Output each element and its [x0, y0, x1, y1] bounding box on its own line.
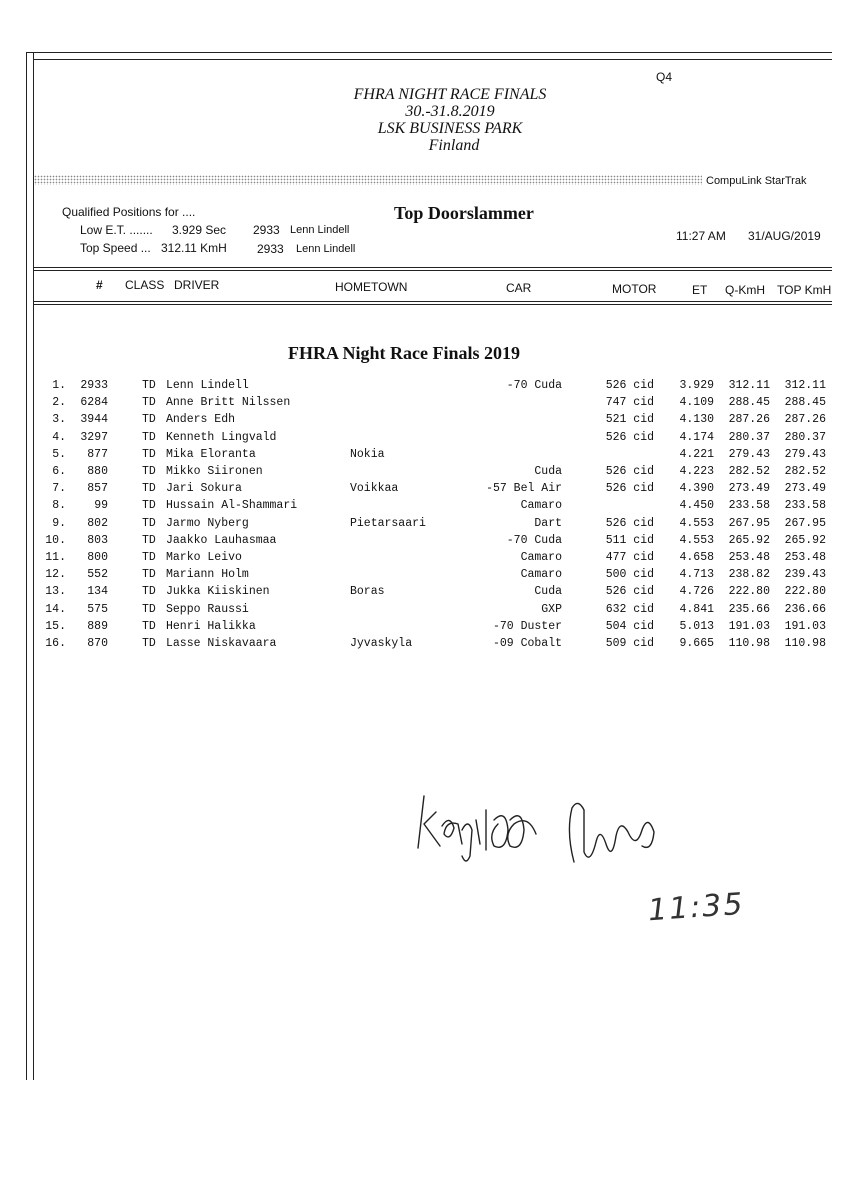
row-class: TD: [142, 430, 156, 444]
row-hometown: Nokia: [350, 447, 385, 461]
row-qkmh: 110.98: [728, 637, 770, 650]
row-motor: 521 cid: [605, 413, 654, 427]
row-motor: 526 cid: [605, 430, 654, 444]
table-row: [0, 431, 848, 448]
row-driver: Jarmo Nyberg: [166, 516, 249, 530]
row-et: 4.841: [679, 602, 714, 616]
row-position: 1.: [52, 379, 66, 392]
top-speed-number: 2933: [257, 242, 284, 256]
table-row: [0, 465, 848, 482]
row-position: 15.: [45, 619, 66, 633]
event-country: Finland: [428, 137, 480, 154]
row-class: TD: [142, 637, 156, 650]
table-row: [0, 448, 848, 465]
table-row: [0, 499, 848, 516]
row-hometown: Voikkaa: [350, 482, 399, 496]
row-position: 16.: [45, 637, 66, 650]
row-class: TD: [142, 585, 156, 599]
row-topkmh: 110.98: [784, 637, 826, 650]
table-row: [0, 637, 848, 654]
row-topkmh: 265.92: [784, 533, 826, 547]
event-title: FHRA NIGHT RACE FINALS: [353, 86, 547, 103]
row-driver: Mika Eloranta: [166, 447, 256, 461]
row-driver: Henri Halikka: [166, 619, 256, 633]
row-position: 6.: [52, 465, 66, 478]
row-driver: Hussain Al-Shammari: [166, 499, 298, 513]
col-motor: MOTOR: [612, 282, 657, 296]
row-class: TD: [142, 379, 156, 392]
row-et: 4.553: [679, 516, 714, 530]
row-qkmh: 282.52: [728, 465, 770, 478]
row-class: TD: [142, 396, 156, 410]
table-row: [0, 396, 848, 413]
top-speed-value: 312.11 KmH: [161, 241, 227, 255]
header-rule-top-2: [33, 270, 832, 271]
row-et: 4.130: [679, 413, 714, 427]
col-class: CLASS: [125, 278, 165, 292]
row-topkmh: 312.11: [784, 379, 826, 392]
row-motor: 747 cid: [605, 396, 654, 410]
row-car: Camaro: [520, 568, 562, 582]
signature-2: [562, 792, 662, 872]
row-class: TD: [142, 447, 156, 461]
row-et: 5.013: [679, 619, 714, 633]
row-car: -70 Cuda: [506, 379, 562, 392]
row-position: 11.: [45, 551, 66, 564]
row-driver: Kenneth Lingvald: [166, 430, 277, 444]
row-qkmh: 253.48: [728, 551, 770, 564]
row-topkmh: 236.66: [784, 602, 826, 616]
row-qkmh: 312.11: [728, 379, 770, 392]
row-topkmh: 282.52: [784, 465, 826, 478]
qualified-label: Qualified Positions for ....: [62, 205, 196, 219]
row-driver: Marko Leivo: [166, 551, 242, 564]
row-car: -70 Duster: [492, 619, 562, 633]
row-hometown: Jyvaskyla: [350, 637, 413, 650]
row-car: Camaro: [520, 499, 562, 513]
row-number: 3944: [80, 413, 108, 427]
row-motor: 632 cid: [605, 602, 654, 616]
row-motor: 504 cid: [605, 619, 654, 633]
row-topkmh: 222.80: [784, 585, 826, 599]
report-date: 31/AUG/2019: [748, 229, 821, 243]
row-topkmh: 253.48: [784, 551, 826, 564]
table-row: [0, 534, 848, 551]
row-et: 4.109: [679, 396, 714, 410]
row-position: 14.: [45, 602, 66, 616]
table-row: [0, 482, 848, 499]
col-num: #: [96, 278, 103, 292]
row-position: 12.: [45, 568, 66, 582]
row-qkmh: 265.92: [728, 533, 770, 547]
row-position: 3.: [52, 413, 66, 427]
row-topkmh: 239.43: [784, 568, 826, 582]
row-et: 4.553: [679, 533, 714, 547]
row-topkmh: 280.37: [784, 430, 826, 444]
row-qkmh: 287.26: [728, 413, 770, 427]
row-class: TD: [142, 413, 156, 427]
row-number: 802: [87, 516, 108, 530]
row-number: 800: [87, 551, 108, 564]
row-class: TD: [142, 482, 156, 496]
row-topkmh: 287.26: [784, 413, 826, 427]
row-car: GXP: [541, 602, 562, 616]
row-position: 13.: [45, 585, 66, 599]
row-et: 4.450: [679, 499, 714, 513]
results-title: FHRA Night Race Finals 2019: [288, 343, 520, 363]
row-car: Cuda: [534, 465, 562, 478]
row-number: 3297: [80, 430, 108, 444]
row-driver: Jukka Kiiskinen: [166, 585, 270, 599]
row-class: TD: [142, 568, 156, 582]
col-et: ET: [692, 283, 708, 297]
report-time: 11:27 AM: [676, 229, 726, 243]
row-position: 8.: [52, 499, 66, 513]
dotted-separator: [34, 175, 702, 185]
row-position: 5.: [52, 447, 66, 461]
table-row: [0, 603, 848, 620]
class-title: Top Doorslammer: [394, 203, 534, 223]
row-et: 3.929: [679, 379, 714, 392]
row-position: 10.: [45, 533, 66, 547]
col-qkmh: Q-KmH: [725, 283, 765, 297]
row-number: 575: [87, 602, 108, 616]
row-car: -70 Cuda: [506, 533, 562, 547]
row-number: 134: [87, 585, 108, 599]
row-car: -57 Bel Air: [486, 482, 562, 496]
row-qkmh: 280.37: [728, 430, 770, 444]
row-number: 99: [94, 499, 108, 513]
row-qkmh: 279.43: [728, 447, 770, 461]
row-class: TD: [142, 516, 156, 530]
row-qkmh: 191.03: [728, 619, 770, 633]
row-hometown: Boras: [350, 585, 385, 599]
row-number: 880: [87, 465, 108, 478]
row-position: 4.: [52, 430, 66, 444]
event-venue: LSK BUSINESS PARK: [377, 120, 523, 137]
table-row: [0, 551, 848, 568]
row-class: TD: [142, 602, 156, 616]
row-et: 4.658: [679, 551, 714, 564]
row-motor: 477 cid: [605, 551, 654, 564]
row-motor: 500 cid: [605, 568, 654, 582]
row-et: 4.223: [679, 465, 714, 478]
row-class: TD: [142, 551, 156, 564]
row-number: 877: [87, 447, 108, 461]
table-row: [0, 413, 848, 430]
row-qkmh: 267.95: [728, 516, 770, 530]
row-motor: 509 cid: [605, 637, 654, 650]
row-car: Cuda: [534, 585, 562, 599]
table-row: [0, 568, 848, 585]
row-number: 803: [87, 533, 108, 547]
row-number: 6284: [80, 396, 108, 410]
top-speed-label: Top Speed ...: [80, 241, 151, 255]
col-car: CAR: [506, 281, 532, 295]
low-et-label: Low E.T. .......: [80, 223, 153, 237]
row-qkmh: 222.80: [728, 585, 770, 599]
col-driver: DRIVER: [174, 278, 220, 292]
timing-system: CompuLink StarTrak: [706, 175, 807, 187]
row-driver: Anne Britt Nilssen: [166, 396, 291, 410]
row-position: 2.: [52, 396, 66, 410]
row-topkmh: 191.03: [784, 619, 826, 633]
row-et: 4.713: [679, 568, 714, 582]
row-number: 889: [87, 619, 108, 633]
row-number: 552: [87, 568, 108, 582]
row-class: TD: [142, 465, 156, 478]
row-topkmh: 279.43: [784, 447, 826, 461]
row-driver: Mariann Holm: [166, 568, 249, 582]
row-qkmh: 238.82: [728, 568, 770, 582]
row-driver: Anders Edh: [166, 413, 236, 427]
row-position: 7.: [52, 482, 66, 496]
row-number: 870: [87, 637, 108, 650]
row-hometown: Pietarsaari: [350, 516, 426, 530]
row-motor: 526 cid: [605, 465, 654, 478]
row-qkmh: 288.45: [728, 396, 770, 410]
header-rule-bottom: [33, 301, 832, 302]
row-driver: Lasse Niskavaara: [166, 637, 277, 650]
top-border-outer: [26, 52, 832, 53]
row-driver: Jaakko Lauhasmaa: [166, 533, 277, 547]
row-driver: Jari Sokura: [166, 482, 242, 496]
signature-1: [410, 790, 550, 870]
handwritten-time: 11:35: [646, 886, 746, 929]
row-motor: 526 cid: [605, 379, 654, 392]
report-code: Q4: [656, 70, 673, 84]
row-number: 2933: [80, 379, 108, 392]
row-car: -09 Cobalt: [492, 637, 562, 650]
row-et: 4.726: [679, 585, 714, 599]
row-driver: Mikko Siironen: [166, 465, 263, 478]
header-rule-top: [33, 267, 832, 268]
row-position: 9.: [52, 516, 66, 530]
row-class: TD: [142, 499, 156, 513]
top-speed-driver: Lenn Lindell: [296, 243, 356, 255]
header-rule-bottom-2: [33, 304, 832, 305]
table-row: [0, 585, 848, 602]
row-et: 4.390: [679, 482, 714, 496]
low-et-value: 3.929 Sec: [172, 223, 227, 237]
table-row: [0, 379, 848, 396]
table-row: [0, 517, 848, 534]
row-et: 9.665: [679, 637, 714, 650]
row-number: 857: [87, 482, 108, 496]
row-qkmh: 273.49: [728, 482, 770, 496]
row-topkmh: 273.49: [784, 482, 826, 496]
row-motor: 526 cid: [605, 516, 654, 530]
row-car: Camaro: [520, 551, 562, 564]
row-et: 4.174: [679, 430, 714, 444]
row-motor: 511 cid: [605, 533, 654, 547]
row-topkmh: 267.95: [784, 516, 826, 530]
row-qkmh: 235.66: [728, 602, 770, 616]
row-et: 4.221: [679, 447, 714, 461]
low-et-driver: Lenn Lindell: [290, 224, 350, 236]
col-hometown: HOMETOWN: [335, 280, 408, 294]
row-driver: Seppo Raussi: [166, 602, 249, 616]
row-class: TD: [142, 619, 156, 633]
col-topkmh: TOP KmH: [777, 283, 832, 297]
row-car: Dart: [534, 516, 562, 530]
row-class: TD: [142, 533, 156, 547]
row-motor: 526 cid: [605, 585, 654, 599]
row-topkmh: 233.58: [784, 499, 826, 513]
row-qkmh: 233.58: [728, 499, 770, 513]
top-border-inner: [33, 59, 832, 60]
event-dates: 30.-31.8.2019: [405, 103, 495, 120]
low-et-number: 2933: [253, 223, 280, 237]
row-driver: Lenn Lindell: [166, 379, 249, 392]
table-row: [0, 620, 848, 637]
row-motor: 526 cid: [605, 482, 654, 496]
row-topkmh: 288.45: [784, 396, 826, 410]
